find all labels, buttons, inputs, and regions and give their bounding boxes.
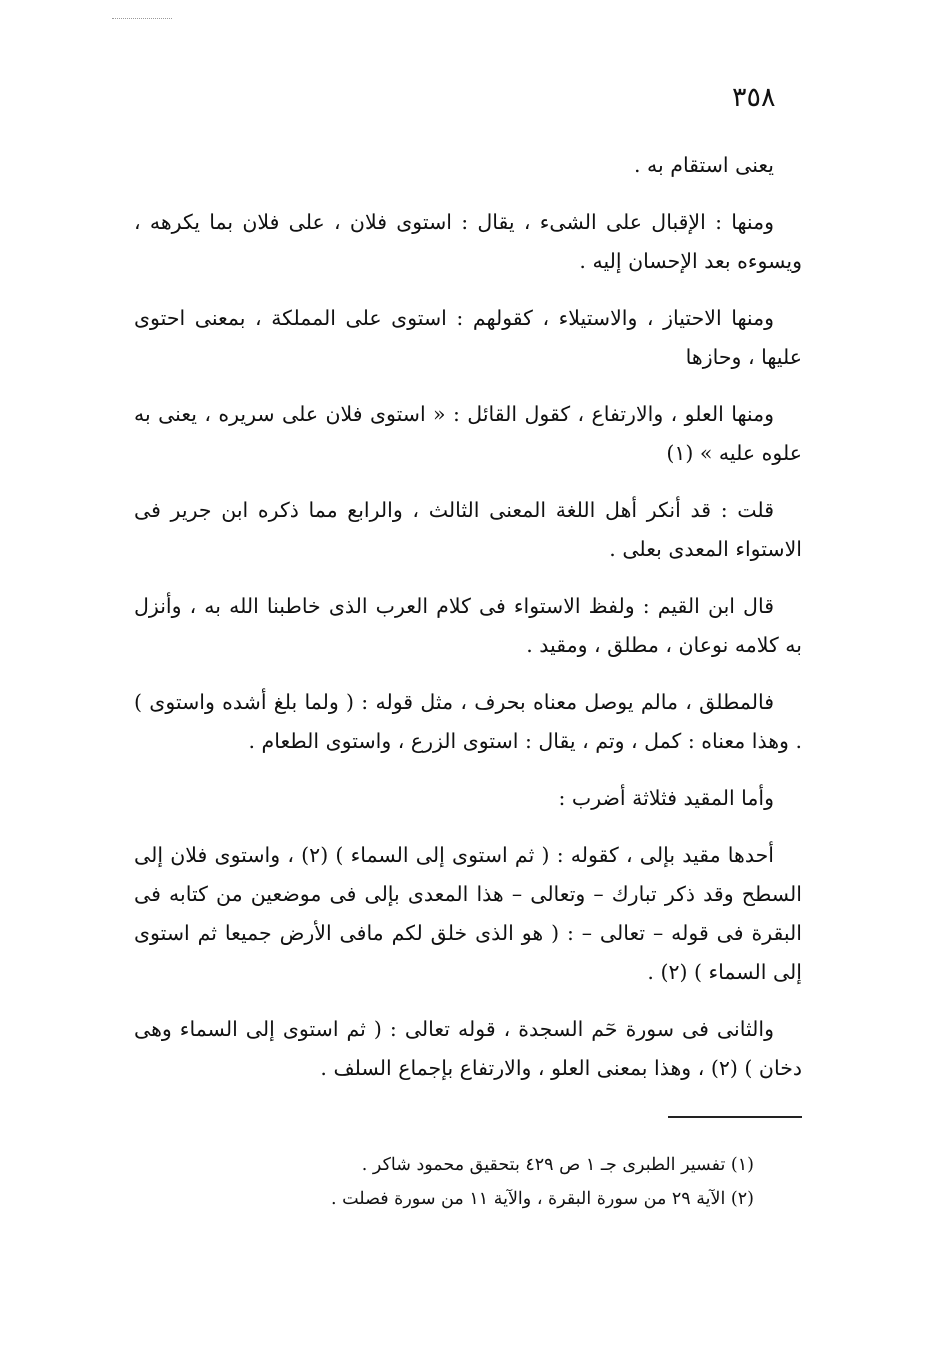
paragraph: قال ابن القيم : ولفظ الاستواء فى كلام العرب الذى خاطبنا الله به ، وأنزل به كلامه نوعان ، مطلق ، ومقيد .	[134, 594, 802, 657]
paragraph: أحدها مقيد بإلى ، كقوله : ( ثم استوى إلى السماء ) (٢) ، واستوى فلان إلى السطح وقد ذكر تبارك – وتعالى – هذا المعدى بإلى فى موضعين من كتابه فى البقرة فى قوله – تعالى – : ( هو الذى خلق لكم مافى الأرض جميعا ثم استوى إلى السماء ) (٢) .	[134, 843, 802, 984]
footnotes	[134, 1148, 754, 1216]
paragraph: ومنها الاحتياز ، والاستيلاء ، كقولهم : استوى على المملكة ، بمعنى احتوى عليها ، وحازها	[134, 306, 802, 369]
page-number: ٣٥٨	[732, 82, 776, 113]
paragraph: ومنها : الإقبال على الشىء ، يقال : استوى فلان ، على فلان بما يكرهه ، ويسوءه بعد الإحسان إليه .	[134, 210, 802, 273]
paragraph: وأما المقيد فثلاثة أضرب :	[558, 786, 774, 810]
footnote: (٢) الآية ٢٩ من سورة البقرة ، والآية ١١ من سورة فصلت .	[330, 1189, 754, 1209]
scan-mark	[112, 18, 172, 21]
paragraph: يعنى استقام به .	[634, 153, 774, 177]
paragraph: ومنها العلو ، والارتفاع ، كقول القائل : « استوى فلان على سريره ، يعنى به علوه عليه » (١)	[134, 402, 802, 465]
footnote-divider	[668, 1116, 802, 1118]
paragraph: والثانى فى سورة حٓم السجدة ، قوله تعالى : ( ثم استوى إلى السماء وهى دخان ) (٢) ، وهذا بمعنى العلو ، والارتفاع بإجماع السلف .	[134, 1017, 802, 1080]
body-text	[134, 146, 802, 1088]
paragraph: قلت : قد أنكر أهل اللغة المعنى الثالث ، والرابع مما ذكره ابن جرير فى الاستواء المعدى بعلى .	[134, 498, 802, 561]
paragraph: فالمطلق ، مالم يوصل معناه بحرف ، مثل قوله : ( ولما بلغ أشده واستوى ) . وهذا معناه : كمل ، وتم ، يقال : استوى الزرع ، واستوى الطعام .	[134, 690, 802, 753]
footnote: (١) تفسير الطبرى جـ ١ ص ٤٢٩ بتحقيق محمود شاكر .	[361, 1155, 754, 1175]
